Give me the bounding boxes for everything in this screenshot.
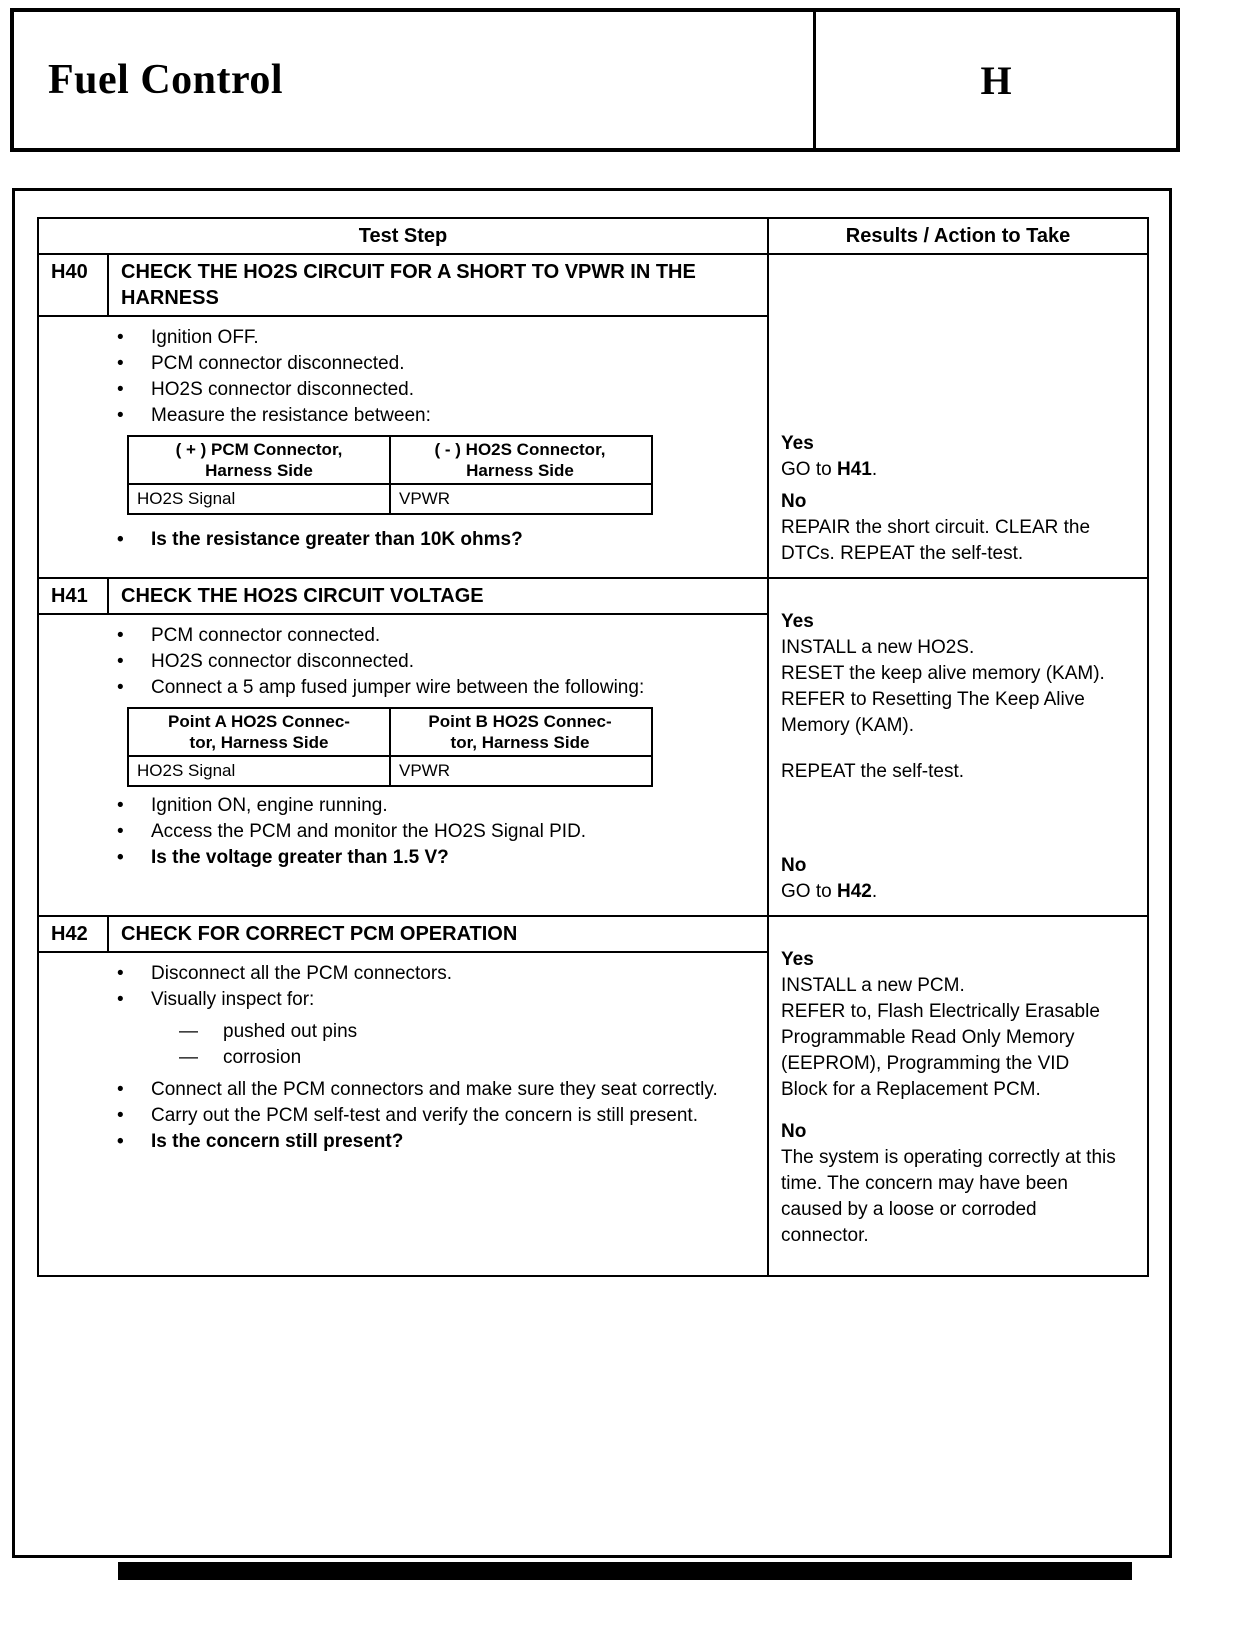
list-item — [39, 793, 767, 819]
pin-table-header-right — [389, 709, 649, 755]
results-cell-h40 — [769, 255, 1147, 577]
pin-table-header-left — [129, 437, 389, 483]
bullet-icon: • — [117, 405, 124, 426]
pin-header-line: tor, Harness Side — [189, 733, 329, 752]
pin-header-line: Harness Side — [466, 461, 574, 480]
step-question — [39, 845, 767, 871]
pin-table-data-row — [129, 757, 651, 785]
bullet-text: PCM connector disconnected. — [151, 353, 405, 374]
sub-item-text: pushed out pins — [223, 1021, 358, 1042]
pin-table-header-row — [129, 709, 651, 757]
col-header-results: Results / Action to Take — [845, 225, 1071, 247]
goto-prefix: GO to — [781, 459, 837, 480]
bullet-icon: • — [117, 327, 124, 348]
step-header-h41 — [39, 579, 767, 615]
bullet-text: Carry out the PCM self-test and verify the concern is still present. — [151, 1105, 698, 1126]
list-item — [39, 961, 767, 987]
goto-target: H42 — [836, 881, 872, 902]
step-question — [39, 527, 767, 553]
result-yes-label: Yes — [781, 433, 814, 454]
bullet-text: HO2S connector disconnected. — [151, 379, 414, 400]
result-no-label: No — [781, 491, 807, 512]
bullet-text: Ignition OFF. — [151, 327, 259, 348]
connector-pin-table-h41 — [127, 707, 653, 787]
step-body-h41 — [39, 615, 767, 881]
result-no-label: No — [781, 1121, 807, 1142]
bullet-icon: • — [117, 353, 124, 374]
pinpoint-test-table — [37, 217, 1149, 1277]
list-item — [39, 325, 767, 351]
list-item — [39, 1077, 767, 1103]
bullet-icon: • — [117, 529, 124, 550]
table-header-row — [39, 219, 1147, 253]
result-no-goto — [781, 879, 1119, 905]
sub-list-item — [39, 1045, 767, 1071]
page-title: Fuel Control — [48, 57, 284, 103]
test-step-cell-h40 — [39, 255, 769, 577]
question-text: Is the voltage greater than 1.5 V? — [151, 847, 449, 868]
pin-table-header-right — [389, 437, 649, 483]
list-item — [39, 1103, 767, 1129]
result-yes-text: REPEAT the self-test. — [781, 761, 965, 782]
pin-table-data-row — [129, 485, 651, 513]
result-yes-goto — [781, 457, 1119, 483]
bullet-icon: • — [117, 1105, 124, 1126]
bullet-icon: • — [117, 847, 124, 868]
step-title-h40: CHECK THE HO2S CIRCUIT FOR A SHORT TO VPWR IN THE HARNESS — [121, 261, 696, 309]
bullet-icon: • — [117, 963, 124, 984]
pin-header-line: ( - ) HO2S Connector, — [434, 440, 606, 459]
bullet-icon: • — [117, 379, 124, 400]
result-yes-label: Yes — [781, 949, 814, 970]
pin-table-cell: HO2S Signal — [137, 489, 236, 508]
dash-icon: — — [179, 1047, 198, 1068]
sub-item-text: corrosion — [223, 1047, 302, 1068]
bullet-text: HO2S connector disconnected. — [151, 651, 414, 672]
page-header-left — [14, 12, 816, 148]
col-header-test-step: Test Step — [39, 219, 769, 253]
step-header-h40 — [39, 255, 767, 317]
bullet-text: Access the PCM and monitor the HO2S Signal PID. — [151, 821, 587, 842]
question-text: Is the resistance greater than 10K ohms? — [151, 529, 523, 550]
goto-prefix: GO to — [781, 881, 837, 902]
result-yes-text: INSTALL a new HO2S. — [781, 637, 975, 658]
bullet-text: Connect all the PCM connectors and make sure they seat correctly. — [151, 1079, 718, 1100]
goto-target: H41 — [836, 459, 872, 480]
results-cell-h41 — [769, 579, 1147, 915]
pin-table-cell: HO2S Signal — [137, 761, 236, 780]
step-title-h42: CHECK FOR CORRECT PCM OPERATION — [121, 923, 518, 945]
result-no-text: REPAIR the short circuit. CLEAR the DTCs. REPEAT the self-test. — [781, 517, 1091, 564]
bullet-text: Connect a 5 amp fused jumper wire between the following: — [151, 677, 645, 698]
list-item — [39, 377, 767, 403]
test-step-cell-h41 — [39, 579, 769, 915]
list-item — [39, 675, 767, 701]
bullet-icon: • — [117, 989, 124, 1010]
goto-suffix: . — [871, 459, 878, 480]
step-id-h40: H40 — [39, 255, 109, 315]
step-body-h42 — [39, 953, 767, 1165]
step-id-h41: H41 — [39, 579, 109, 613]
list-item — [39, 623, 767, 649]
step-id-h42: H42 — [39, 917, 109, 951]
pin-table-header-left — [129, 709, 389, 755]
test-step-cell-h42 — [39, 917, 769, 1275]
bullet-icon: • — [117, 651, 124, 672]
result-yes-text: INSTALL a new PCM. — [781, 975, 965, 996]
list-item — [39, 819, 767, 845]
goto-suffix: . — [871, 881, 878, 902]
pin-table-cell: VPWR — [389, 757, 649, 785]
bullet-text: Ignition ON, engine running. — [151, 795, 388, 816]
result-no-label: No — [781, 855, 807, 876]
step-question — [39, 1129, 767, 1155]
content-frame — [12, 188, 1172, 1558]
list-item — [39, 649, 767, 675]
pin-header-line: ( + ) PCM Connector, — [175, 440, 343, 459]
dash-icon: — — [179, 1021, 198, 1042]
list-item — [39, 351, 767, 377]
page-header — [10, 8, 1180, 152]
step-row-h41 — [39, 577, 1147, 915]
pin-table-header-row — [129, 437, 651, 485]
result-yes-label: Yes — [781, 611, 814, 632]
connector-pin-table-h40 — [127, 435, 653, 515]
bullet-icon: • — [117, 625, 124, 646]
scan-edge-bar — [118, 1562, 1132, 1580]
list-item — [39, 403, 767, 429]
bullet-text: Visually inspect for: — [151, 989, 315, 1010]
step-body-h40 — [39, 317, 767, 563]
result-no-text: The system is operating correctly at this time. The concern may have been caused by a loose or corroded connector. — [781, 1147, 1116, 1246]
sub-list-item — [39, 1019, 767, 1045]
bullet-icon: • — [117, 677, 124, 698]
pin-header-line: Point B HO2S Connec- — [428, 712, 612, 731]
section-letter: H — [980, 57, 1012, 103]
bullet-text: Disconnect all the PCM connectors. — [151, 963, 452, 984]
question-text: Is the concern still present? — [151, 1131, 404, 1152]
step-row-h42 — [39, 915, 1147, 1275]
bullet-icon: • — [117, 1131, 124, 1152]
pin-header-line: tor, Harness Side — [450, 733, 590, 752]
pin-header-line: Point A HO2S Connec- — [168, 712, 350, 731]
results-cell-h42 — [769, 917, 1147, 1275]
step-header-h42 — [39, 917, 767, 953]
list-item — [39, 987, 767, 1013]
pin-header-line: Harness Side — [205, 461, 313, 480]
bullet-icon: • — [117, 821, 124, 842]
step-title-h41: CHECK THE HO2S CIRCUIT VOLTAGE — [121, 585, 484, 607]
bullet-text: Measure the resistance between: — [151, 405, 431, 426]
bullet-icon: • — [117, 1079, 124, 1100]
pin-table-cell: VPWR — [389, 485, 649, 513]
bullet-text: PCM connector connected. — [151, 625, 381, 646]
page-header-right — [816, 12, 1176, 148]
step-row-h40 — [39, 253, 1147, 577]
result-yes-text: REFER to, Flash Electrically Erasable Programmable Read Only Memory (EEPROM), Programming the VID Block for a Replacement PCM. — [781, 1001, 1100, 1100]
bullet-icon: • — [117, 795, 124, 816]
result-yes-text: RESET the keep alive memory (KAM). REFER to Resetting The Keep Alive Memory (KAM). — [781, 663, 1105, 736]
